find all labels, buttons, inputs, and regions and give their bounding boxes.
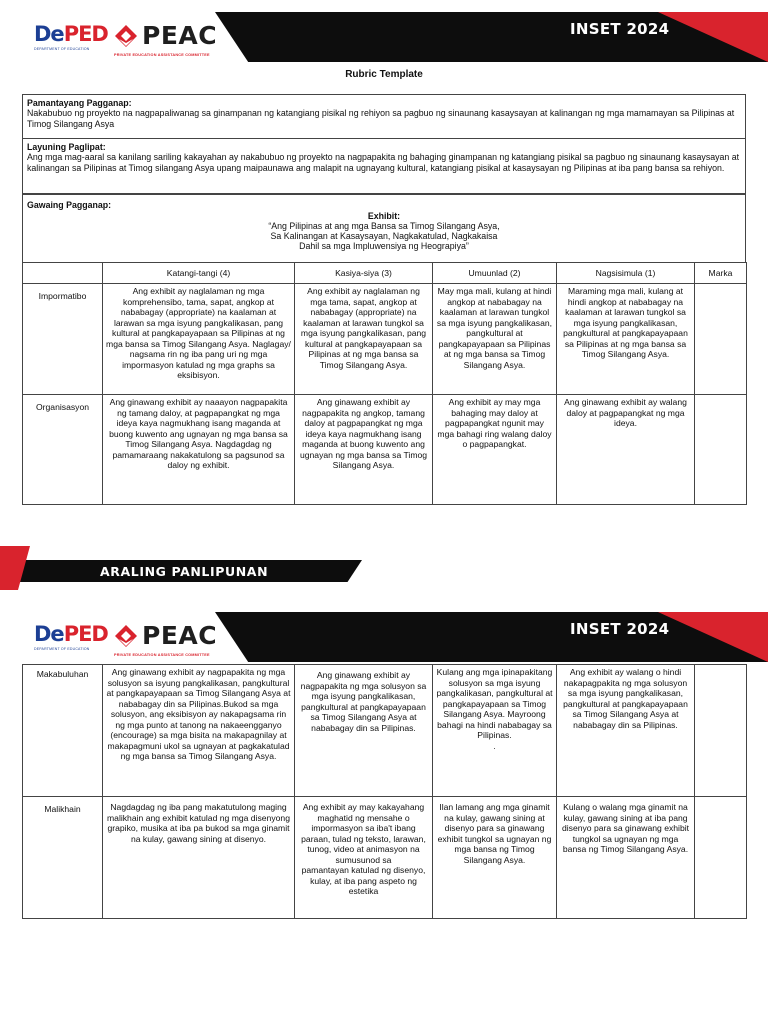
peac-word: PEAC: [142, 21, 218, 50]
araling-panlipunan-band: [0, 546, 768, 590]
exhibit-line-2: Sa Kalinangan at Kasaysayan, Nagkakatulad, Nagkakaisa: [270, 231, 498, 241]
score-cell[interactable]: [695, 665, 747, 797]
table-cell: Ang ginawang exhibit ay nagpapakita ng mga solusyon sa mga isyung pangkalikasan, pangkultural at pangkapayapaan sa Timog Silangang Asya at nababagay din sa Pilipinas.: [295, 665, 433, 797]
table-cell: Ang exhibit ay walang o hindi nakapagpakita ng mga solusyon sa mga isyung pangkalikasan, pangkultural at pangkapayapaan sa Timog Silangang Asya at nababagay din sa Pilipinas.: [557, 665, 695, 797]
table-row: [23, 665, 747, 797]
criterion-cell: Organisasyon: [23, 395, 103, 505]
table-cell: Ang ginawang exhibit ay nagpapakita ng angkop, tamang daloy at pagpapangkat ng mga ideya kaya nagmukhang isang maganda at buong kuwento ang ugnayan ng mga bansa sa Timog Silangang Asya.: [295, 395, 433, 505]
task-label: Gawaing Pagganap:: [27, 200, 112, 210]
doc-title: Rubric Template: [345, 69, 423, 80]
deped-subtitle: DEPARTMENT OF EDUCATION: [34, 47, 90, 51]
rubric-table-2: [22, 664, 747, 919]
table-cell: Nagdagdag ng iba pang makatutulong maging malikhain ang exhibit katulad ng mga disenyong grapiko, musika at iba pa bukod sa mga ginamit na kulay, gawang sining at disenyo.: [103, 797, 295, 919]
table-row: [23, 284, 747, 395]
exhibit-heading: Exhibit:: [367, 211, 401, 221]
table-cell: Ang exhibit ay may mga bahaging may daloy at pagpapangkat ngunit may mga bahagi ring walang daloy o pagpapangkat.: [433, 395, 557, 505]
criterion-cell: Malikhain: [23, 797, 103, 919]
rubric-table-1: [22, 262, 747, 505]
standard-section: [22, 94, 746, 139]
header-cell-level-1: Nagsisimula (1): [557, 263, 695, 284]
objective-label: Layuning Paglipat:: [27, 142, 106, 152]
peac-logo: [114, 622, 224, 662]
deped-subtitle: DEPARTMENT OF EDUCATION: [34, 647, 90, 651]
header-cell-score: Marka: [695, 263, 747, 284]
criterion-cell: Impormatibo: [23, 284, 103, 395]
peac-mark-icon: [114, 624, 138, 648]
header-cell-level-2: Umuunlad (2): [433, 263, 557, 284]
peac-word: PEAC: [142, 621, 218, 650]
table-cell: Ilan lamang ang mga ginamit na kulay, gawang sining at disenyo para sa ginawang exhibit tungkol sa ugnayan ng mga bansa ng Timog Silangang Asya.: [433, 797, 557, 919]
table-cell: Kulang ang mga ipinapakitang solusyon sa mga isyung pangkalikasan, pangkultural at pangkapayapaan sa Timog Silangang Asya. Mayroong bahagi na hindi nababagay sa Pilipinas. .: [433, 665, 557, 797]
peac-mark-icon: [114, 24, 138, 48]
peac-subtitle: PRIVATE EDUCATION ASSISTANCE COMMITTEE: [114, 653, 210, 657]
exhibit-line-3: Dahil sa mga Impluwensiya ng Heograpiya”: [299, 241, 469, 251]
task-section: [22, 194, 746, 262]
header-cell-level-3: Kasiya-siya (3): [295, 263, 433, 284]
standard-text: Nakabubuo ng proyekto na nagpapaliwanag sa ginampanan ng katangiang pisikal ng rehiyon sa pagbuo ng sinaunang kasaysayan at kalinangan ng mga mamamayan sa Pilipinas at Timog Silangang Asya: [27, 108, 735, 129]
criterion-cell: Makabuluhan: [23, 665, 103, 797]
page-header-2: [0, 600, 768, 662]
peac-logo: [114, 22, 224, 62]
standard-label: Pamantayang Pagganap:: [27, 98, 132, 108]
header-cell-level-4: Katangi-tangi (4): [103, 263, 295, 284]
table-cell: Ang exhibit ay naglalaman ng mga tama, sapat, angkop at nababagay (appropriate) na kaalaman at larawan tungkol sa mga isyung pangkalikasan, pang kultural at pangkapayapaan sa Pilipinas at ng mga bansa sa Timog Silangang Asya.: [295, 284, 433, 395]
table-row: [23, 395, 747, 505]
inset-title: INSET 2024: [570, 620, 670, 638]
table-cell: Ang ginawang exhibit ay nagpapakita ng mga solusyon sa isyung pangkalikasan, pangkultural at pangkapayapaan sa Timog Silangang Asya at nababagay din sa Pilipinas.Bukod sa mga solusyon, ang eksibisyon ay nakapagsama rin ng mga punto at tanong na nakaeengganyo (encourage) sa mga bisita na makapagnilay at makapagmuni ukol sa ugnayan at pagkakatulad ng mga bansa sa Timog Silangang Asya.: [103, 665, 295, 797]
table-cell: Kulang o walang mga ginamit na kulay, gawang sining at iba pang disenyo para sa ginawang exhibit tungkol sa ugnayan ng mga bansa ng Timog Silangang Asya.: [557, 797, 695, 919]
objective-text: Ang mga mag-aaral sa kanilang sariling kakayahan ay nakabubuo ng proyekto na nagpapakita ng bahaging ginampanan ng katangiang pisikal sa pagbuo ng sinaunang kasaysayan at kalinangan sa Pilipinas at Timog silangang Asya upang maipaunawa ang malapit na ugnayang kultural, katangiang pisikal at kasaysayan ng Pilipinas at iba pang bansa sa rehiyon.: [27, 152, 740, 173]
peac-subtitle: PRIVATE EDUCATION ASSISTANCE COMMITTEE: [114, 53, 210, 57]
header-cell-blank: [23, 263, 103, 284]
exhibit-line-1: “Ang Pilipinas at ang mga Bansa sa Timog Silangang Asya,: [268, 221, 500, 231]
score-cell[interactable]: [695, 797, 747, 919]
table-cell: Ang ginawang exhibit ay naaayon nagpapakita ng tamang daloy, at pagpapangkat ng mga ideya kaya nagmukhang isang maganda at buong kuwento ang ugnayan ng mga bansa sa Timog Silangang Asya. Nagdagdag ng pamamaraang nakakatulong sa pagsunod sa daloy ng exhibit.: [103, 395, 295, 505]
table-cell: May mga mali, kulang at hindi angkop at nababagay na kaalaman at larawan tungkol sa mga isyung pangkalikasan, pangkultural at pangkapayapaan sa Pilipinas at ng mga bansa sa Timog Silangang Asya.: [433, 284, 557, 395]
table-cell: Ang exhibit ay may kakayahang maghatid ng mensahe o impormasyon sa iba't ibang paraan, tulad ng teksto, larawan, tunog, video at animasyon na sumusunod sa pamantayan katulad ng disenyo, kulay, at iba pang aspeto ng estetika: [295, 797, 433, 919]
page-header-1: [0, 0, 768, 62]
table-cell: Ang exhibit ay naglalaman ng mga komprehensibo, tama, sapat, angkop at nababagay (appropriate) na kaalaman at larawan sa mga isyung pangkalikasan, pang kultural at pangkapayapaan sa Pilipinas at ng mga bansa sa Timog Silangang Asya. Naglagay/ nagsama rin ng iba pang uri ng mga impormasyon katulad ng mga graphs sa eksibisyon.: [103, 284, 295, 395]
table-cell: Ang ginawang exhibit ay walang daloy at pagpapangkat ng mga ideya.: [557, 395, 695, 505]
araling-panlipunan-label: ARALING PANLIPUNAN: [100, 564, 269, 579]
score-cell[interactable]: [695, 395, 747, 505]
deped-logo: DePED DEPARTMENT OF EDUCATION: [34, 622, 108, 651]
table-cell: Maraming mga mali, kulang at hindi angkop at nababagay na kaalaman at larawan tungkol sa mga isyung pangkalikasan, pangkultural at pangkapayapaan sa Pilipinas at ng mga bansa sa Timog Silangang Asya.: [557, 284, 695, 395]
deped-logo: DePED DEPARTMENT OF EDUCATION: [34, 22, 108, 51]
table-header-row: [23, 263, 747, 284]
inset-title: INSET 2024: [570, 20, 670, 38]
objective-section: [22, 139, 746, 194]
score-cell[interactable]: [695, 284, 747, 395]
table-row: [23, 797, 747, 919]
